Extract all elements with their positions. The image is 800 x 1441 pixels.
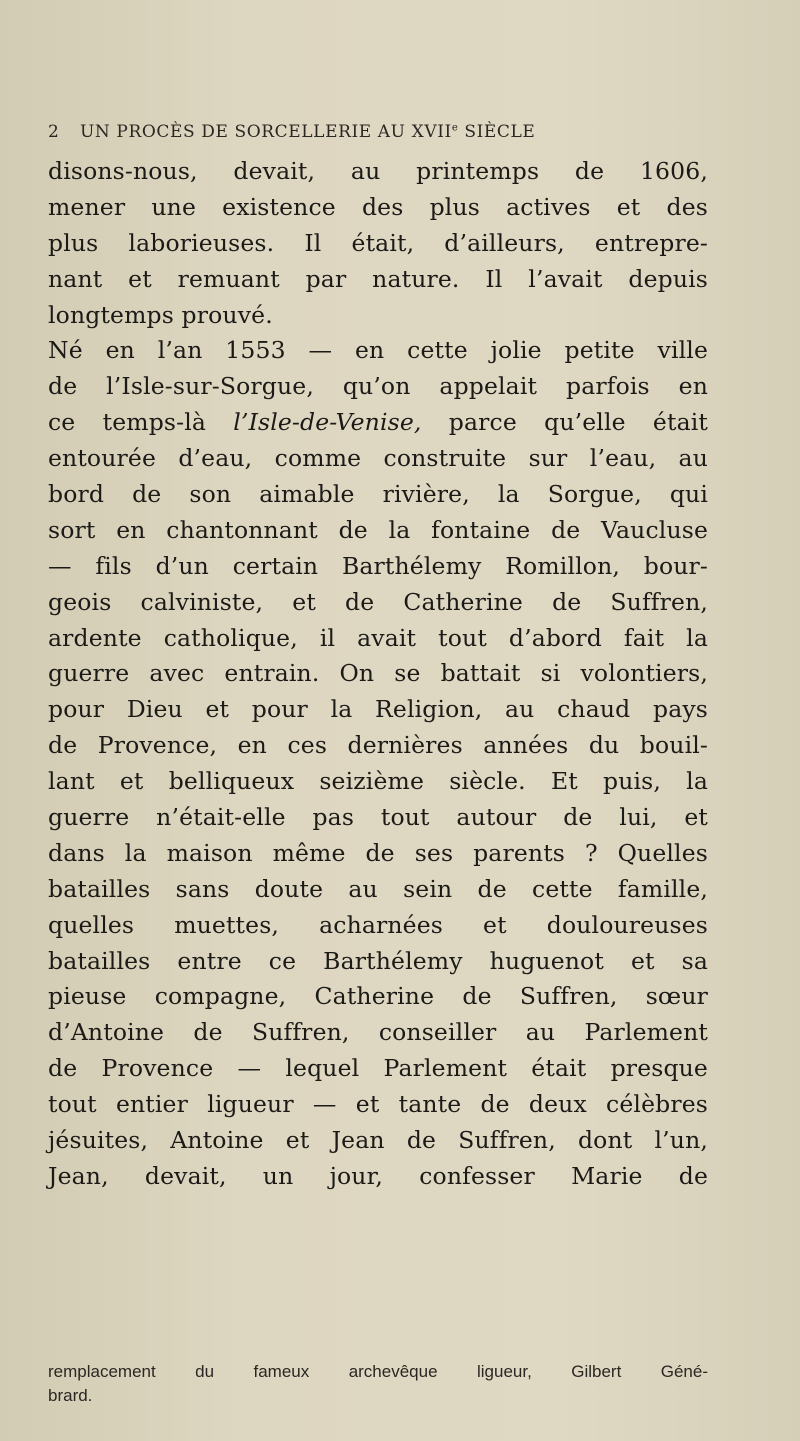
text-line: lant et belliqueux seizième siècle. Et puis, la (48, 767, 708, 796)
text-line-with-italic (48, 405, 708, 441)
text-line: guerre n’était-elle pas tout autour de lui, et (48, 803, 708, 832)
text-segment: parce qu’elle était (421, 408, 708, 437)
text-line: quelles muettes, acharnées et douloureuses (48, 910, 708, 939)
text-line: tout entier ligueur — et tante de deux célèbres (48, 1090, 708, 1119)
text-line: ardente catholique, il avait tout d’abord fait la (48, 623, 708, 652)
running-title-superscript: e (451, 122, 459, 134)
page-header (48, 122, 708, 146)
text-line: guerre avec entrain. On se battait si volontiers, (48, 659, 708, 688)
text-line: d’Antoine de Suffren, conseiller au Parlement (48, 1018, 708, 1047)
text-line: Jean, devait, un jour, confesser Marie de (48, 1161, 708, 1190)
text-line: de Provence, en ces dernières années du bouil- (48, 731, 708, 760)
text-line: batailles sans doute au sein de cette famille, (48, 874, 708, 903)
text-line: Né en l’an 1553 — en cette jolie petite ville (48, 336, 708, 365)
text-line: plus laborieuses. Il était, d’ailleurs, entrepre- (48, 228, 708, 257)
text-line: mener une existence des plus actives et des (48, 192, 708, 221)
text-line: pour Dieu et pour la Religion, au chaud pays (48, 695, 708, 724)
text-line: batailles entre ce Barthélemy huguenot et sa (48, 946, 708, 975)
page-number: 2 (48, 122, 60, 142)
text-line: sort en chantonnant de la fontaine de Vaucluse (48, 515, 708, 544)
text-line: entourée d’eau, comme construite sur l’eau, au (48, 444, 708, 473)
text-line: jésuites, Antoine et Jean de Suffren, dont l’un, (48, 1126, 708, 1155)
text-line: disons-nous, devait, au printemps de 1606, (48, 157, 708, 185)
footnote-line: brard. (48, 1386, 93, 1405)
running-title (80, 122, 535, 142)
text-line: longtemps prouvé. (48, 300, 273, 329)
text-line: de l’Isle-sur-Sorgue, qu’on appelait parfois en (48, 372, 708, 401)
footnote-line: remplacement du fameux archevêque ligueur, Gilbert Géné- (48, 1362, 708, 1381)
italic-place-name: l’Isle-de-Venise, (233, 408, 422, 437)
body-text (48, 154, 708, 1195)
text-segment: ce temps-là (48, 408, 234, 437)
footnote (48, 1360, 708, 1408)
text-line: — fils d’un certain Barthélemy Romillon, bour- (48, 551, 708, 580)
text-line: nant et remuant par nature. Il l’avait depuis (48, 264, 708, 293)
text-line: dans la maison même de ses parents ? Quelles (48, 838, 708, 867)
text-line: pieuse compagne, Catherine de Suffren, sœur (48, 982, 708, 1011)
text-line: de Provence — lequel Parlement était presque (48, 1054, 708, 1083)
running-title-text: UN PROCÈS DE SORCELLERIE AU XVII (80, 122, 452, 142)
text-line: geois calviniste, et de Catherine de Suffren, (48, 587, 708, 616)
running-title-end: SIÈCLE (458, 122, 536, 142)
text-line: bord de son aimable rivière, la Sorgue, qui (48, 480, 708, 509)
